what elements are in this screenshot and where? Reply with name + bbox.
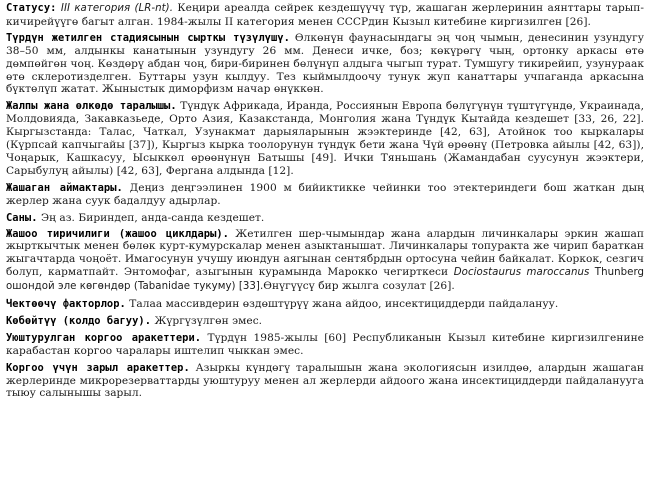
distribution-paragraph <box>6 100 644 177</box>
measures-needed-text: Азыркы күндөгү таралышын жана экологиясын изилдөө, алардын жашаган жерлеринде микрорезерваттарды уюштуруу менен ал жерлерди айдоого жана инсектициддерди пайдаланууга тыюу салынышы зарыл. <box>6 361 644 400</box>
abundance-heading: Саны. <box>6 211 38 224</box>
threats-heading: Чектөөчү факторлор. <box>6 298 126 311</box>
abundance-paragraph <box>6 212 644 225</box>
breeding-section <box>6 315 644 328</box>
threats-section <box>6 298 644 311</box>
threats-text: Талаа массивдерин өздөштүрүү жана айдоо, инсектициддерди пайдалануу. <box>125 298 559 311</box>
biology-text-b: Thunberg ошондой эле көгөндөр (Tabanidae тукуму) [33]. <box>6 267 645 293</box>
abundance-text: Эң аз. Бириндеп, анда-санда кездешет. <box>37 211 265 224</box>
breeding-text: Жүргүзүлгөн эмес. <box>151 314 263 327</box>
status-section <box>6 2 644 29</box>
distribution-heading: Жалпы жана өлкөдө таралышы. <box>6 100 177 113</box>
biology-species: Dociostaurus maroccanus <box>453 267 590 279</box>
biology-text-c: Өнүгүүсү бир жылга созулат [26]. <box>263 280 455 293</box>
biology-heading: Жашоо тиричилиги (жашоо циклдары). <box>6 227 229 240</box>
habitat-paragraph <box>6 182 644 208</box>
biology-section <box>6 228 644 295</box>
description-text: Өлкөнүн фаунасындагы эң чоң чымын, денесинин узундугу 38–50 мм, алдынкы канатынын узундугу 26 мм. Денеси ичке, боз; көкүрөгү чың, ортонку аркасы өтө дөмпөйгөн чоң. Көздөрү абдан чоң, бири-биринен бөлүнүп алдыга чыгып турат. Тумшугу тикирейип, узунураак өтө склеротизделген. Буттары узун кылдуу. Тез кыймылдоочу тунук жуп канаттары учпаганда аркасына бүктөлүп жатат. Жыныстык диморфизм начар өнүккөн. <box>6 31 644 96</box>
biology-paragraph <box>6 228 644 295</box>
threats-paragraph <box>6 298 644 311</box>
abundance-section <box>6 212 644 225</box>
status-category: III категория (LR-nt). <box>60 3 173 14</box>
measures-taken-paragraph <box>6 332 644 358</box>
description-section <box>6 32 644 97</box>
distribution-text: Түндүк Африкада, Иранда, Россиянын Европа бөлүгүнүн түштүгүндө, Украинада, Молдовияда, Закавказьеде, Орто Азия, Казакстанда, Монголия жана Түндүк Кытайда кездешет [33, 26, 22]. Кыргызстанда: Талас, Чаткал, Узунакмат дарыяларынын жээктеринде [42, 63], Атойнок тоо кыркалары (Күрпсай капчыгайы [37]), Кыргыз кырка тоолорунун түндүк бети жана Чүй өрөөнү (Петровка айылы [42, 63]), Чоңарык, Кашкасуу, Ысыккөл өрөөнүнүн Батышы [49]. Ички Тяньшань (Жамандабан суусунун жээктери, Сарыбулуң айылы) [42, 63], Фергана алдында [12]. <box>6 100 644 177</box>
measures-needed-section <box>6 362 644 401</box>
distribution-section <box>6 100 644 177</box>
breeding-heading: Көбөйтүү (колдо багуу). <box>6 314 152 327</box>
status-paragraph <box>6 2 644 29</box>
habitat-heading: Жашаган аймактары. <box>6 181 123 194</box>
measures-needed-paragraph <box>6 362 644 401</box>
measures-needed-heading: Коргоо үчүн зарыл аракеттер. <box>6 361 190 374</box>
habitat-section <box>6 182 644 208</box>
description-heading: Түрдүн жетилген стадиясынын сырткы түзүлүшү. <box>6 31 290 44</box>
breeding-paragraph <box>6 315 644 328</box>
habitat-text: Деңиз деңгээлинен 1900 м бийиктикке чейинки тоо этектериндеги бош жаткан дың жерлер жана суук бадалдуу адырлар. <box>6 181 644 207</box>
biology-text-a: Жетилген шер-чымындар жана алардын личинкалары эркин жашап жырткычтык менен бөлөк курт-кумурскалар менен азыктанышат. Личинкалары топуракта же чирип бараткан жыгачтарда чоңоёт. Имагосунун учушу июндун аягынан сентябрдын ортосуна чейин байкалат. Коркок, сезгич болуп, карматпайт. Энтомофаг, азыгынын курамында Марокко чегирткеси <box>6 227 644 279</box>
status-heading: Статусу: <box>6 2 57 14</box>
status-text: Кеңири ареалда сейрек кездешүүчү түр, жашаган жерлеринин аянттары тарып-кичирейүүгө багыт алган. 1984-жылы II категория менен СССРдин Кызыл китебине киргизилген [26]. <box>6 2 644 28</box>
description-paragraph <box>6 32 644 97</box>
measures-taken-text: Түрдүн 1985-жылы [60] Республиканын Кызыл китебине киргизилгенине карабастан коргоо чаралары иштелип чыккан эмес. <box>6 331 644 357</box>
measures-taken-heading: Уюштурулган коргоо аракеттери. <box>6 331 202 344</box>
measures-taken-section <box>6 332 644 358</box>
